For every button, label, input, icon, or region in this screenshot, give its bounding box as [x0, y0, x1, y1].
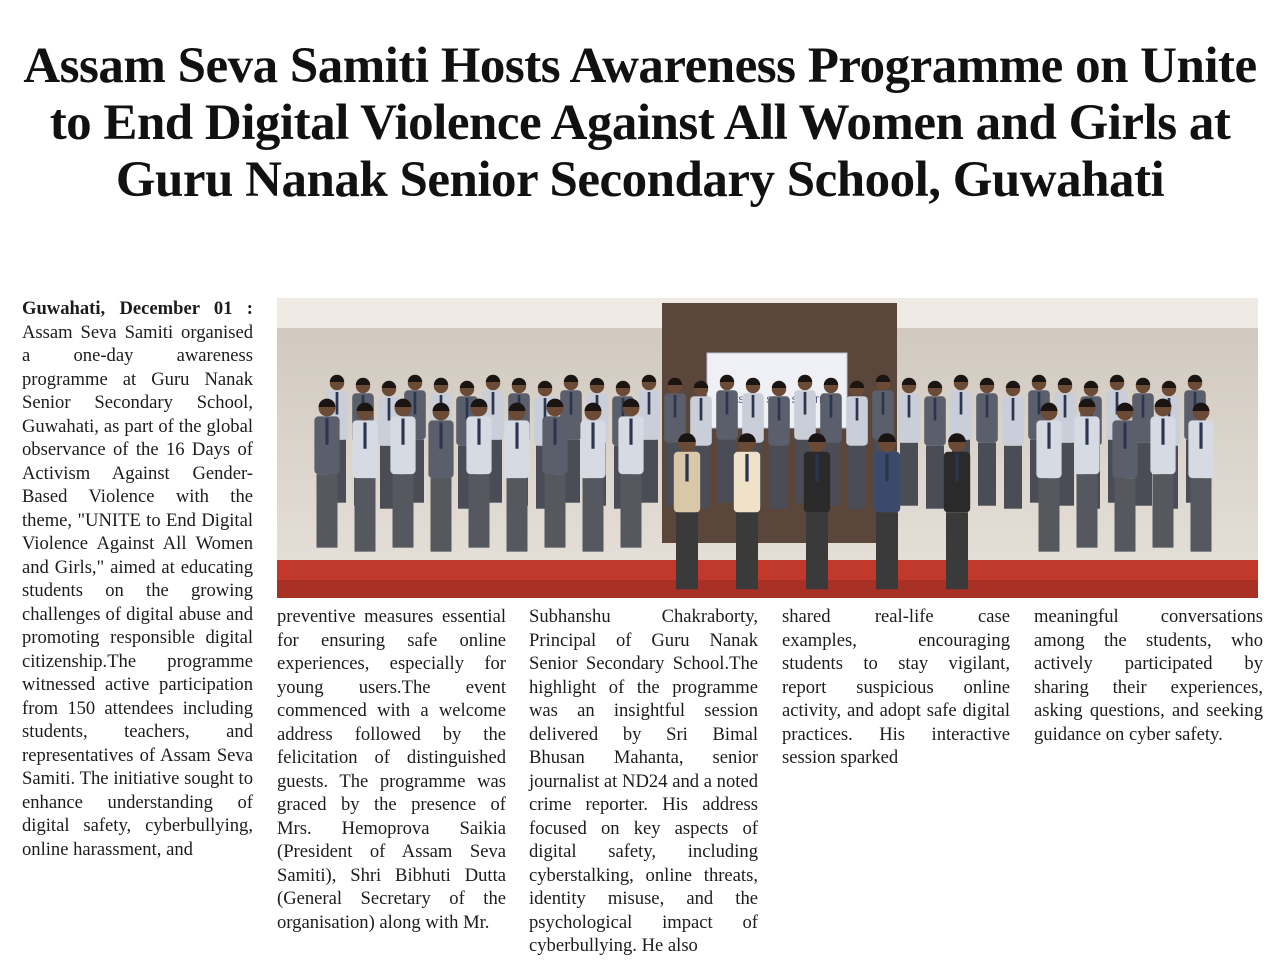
- student-figure: [924, 381, 946, 509]
- article-column-2: preventive measures essential for ensuring safe online experiences, especially for young users.The event commenced with a welcome address followed by the felicitation of distinguished guests. The programme was graced by the presence of Mrs. Hemoprova Saikia (President of Assam Seva Samiti), Shri Bibhuti Dutta (General Secretary of the organisation) along with Mr.: [277, 606, 506, 933]
- student-figure: [428, 403, 453, 552]
- student-figure: [976, 378, 998, 506]
- student-figure: [314, 399, 339, 548]
- student-figure: [898, 378, 920, 506]
- article-column-3: Subhanshu Chakraborty, Principal of Guru Nanak Senior Secondary School.The highlight of the programme was an insightful session delivered by Sri Bimal Bhusan Mahanta, senior journalist at ND24 and a noted crime reporter. His address focused on key aspects of digital safety, including cyberstalking, online threats, identity misuse, and the psychological impact of cyberbullying. He also: [529, 606, 758, 956]
- headline: Assam Seva Samiti Hosts Awareness Programme on Unite to End Digital Violence Against All Women and Girls at Guru Nanak Senior Secondary School, Guwahati: [23, 38, 1257, 208]
- guest-figure: [734, 433, 760, 589]
- dateline: Guwahati, December 01 :: [22, 298, 253, 319]
- group-photo: [277, 298, 1258, 598]
- student-figure: [504, 403, 529, 552]
- student-figure: [768, 381, 790, 509]
- guest-figure: [944, 433, 970, 589]
- guest-figure: [674, 433, 700, 589]
- article-column-1: [22, 297, 253, 861]
- student-figure: [1074, 399, 1099, 548]
- student-figure: [352, 403, 377, 552]
- student-figure: [1150, 399, 1175, 548]
- student-figure: [1188, 403, 1213, 552]
- student-figure: [846, 381, 868, 509]
- student-figure: [1112, 403, 1137, 552]
- student-figure: [580, 403, 605, 552]
- student-figure: [466, 399, 491, 548]
- article-column-5: meaningful conversations among the students, who actively participated by sharing their experiences, asking questions, and seeking guidance on cyber safety.: [1034, 606, 1263, 745]
- article-column-4: shared real-life case examples, encouraging students to stay vigilant, report suspicious online activity, and adopt safe digital practices. His interactive session sparked: [782, 606, 1010, 768]
- student-figure: [390, 399, 415, 548]
- student-figure: [542, 399, 567, 548]
- guest-figure: [874, 433, 900, 589]
- student-figure: [1036, 403, 1061, 552]
- guest-figure: [804, 433, 830, 589]
- student-figure: [1002, 381, 1024, 509]
- column-1-text: Assam Seva Samiti organised a one-day awareness programme at Guru Nanak Senior Secondary School, Guwahati, as part of the global observance of the 16 Days of Activism Against Gender-Based Violence with the theme, "UNITE to End Digital Violence Against All Women and Girls," aimed at educating students on the growing challenges of digital abuse and promoting responsible digital citizenship.The programme witnessed active participation from 150 attendees including students, teachers, and representatives of Assam Seva Samiti. The initiative sought to enhance understanding of digital safety, cyberbullying, online harassment, and: [22, 321, 253, 860]
- group-photo-illustration: [277, 298, 1258, 598]
- student-figure: [618, 399, 643, 548]
